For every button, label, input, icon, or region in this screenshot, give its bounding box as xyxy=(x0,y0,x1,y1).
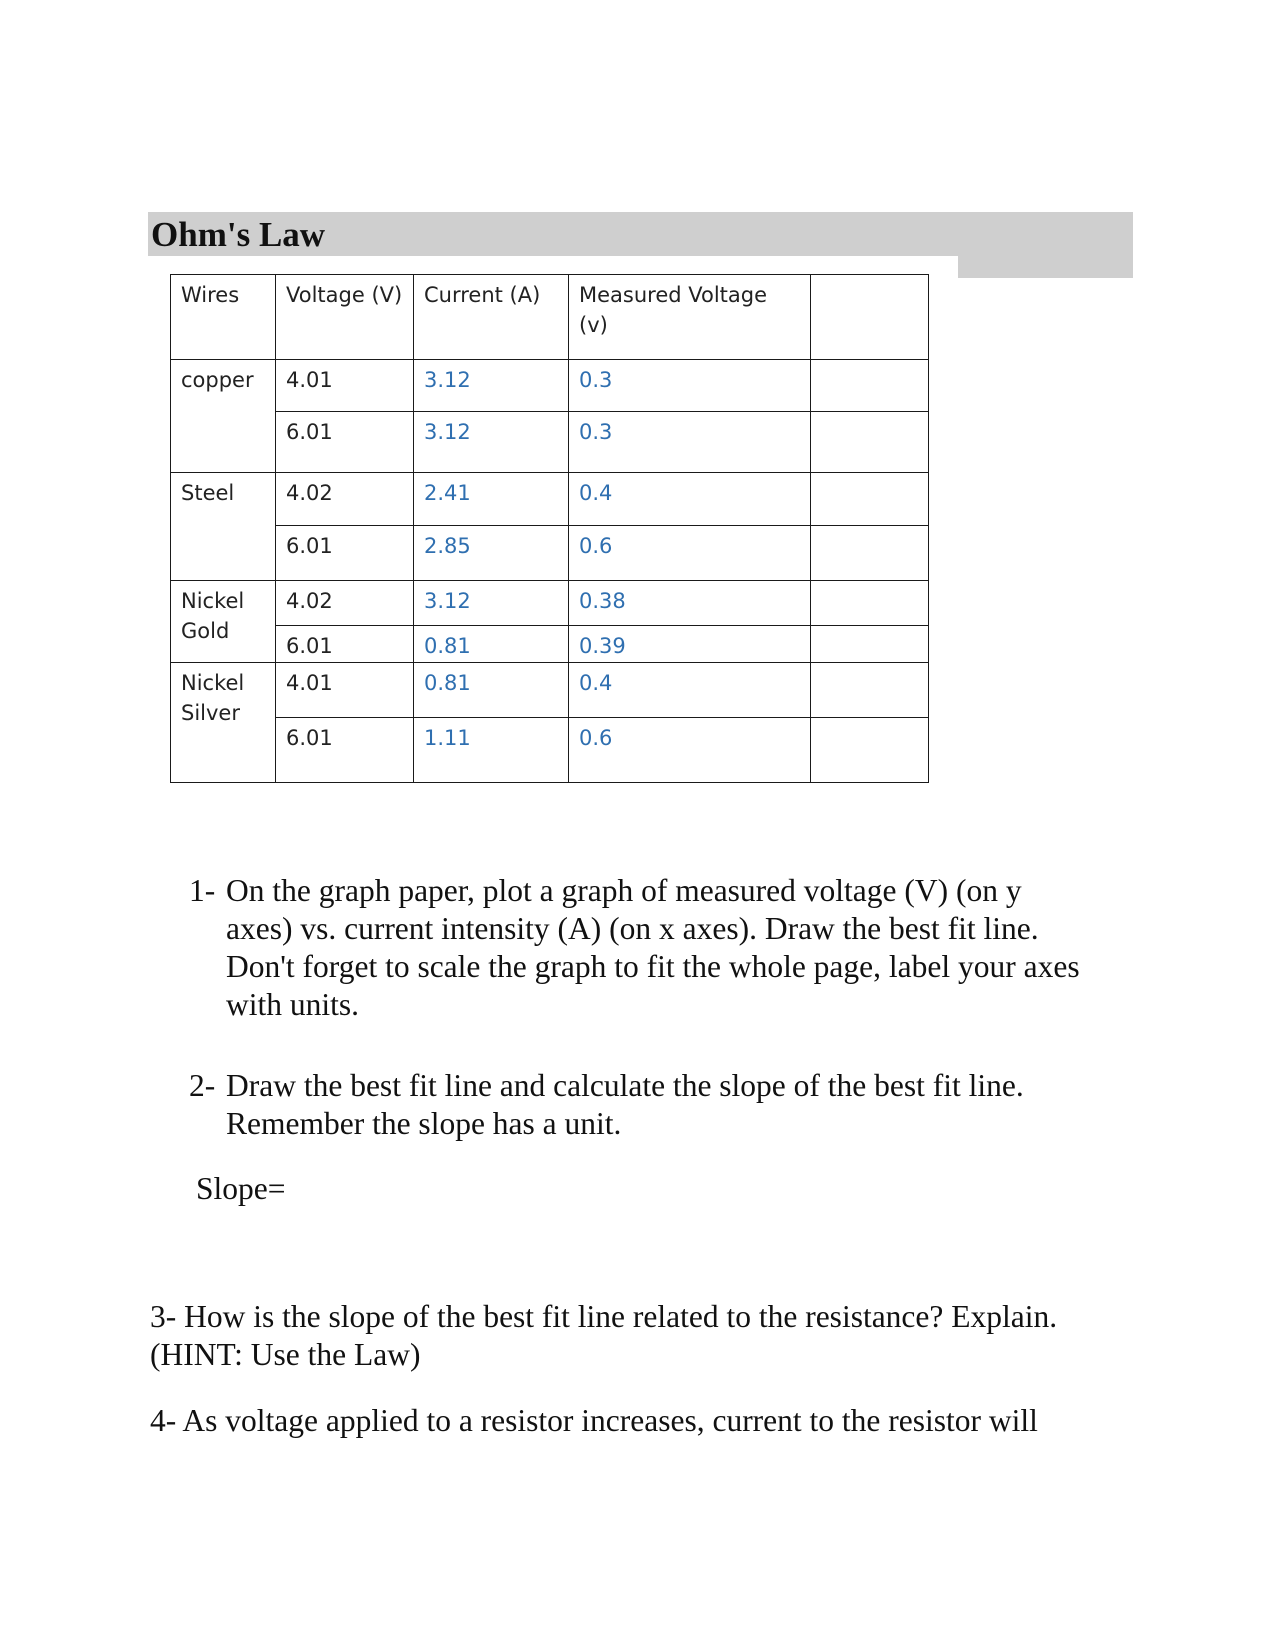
table-header-row xyxy=(171,275,929,360)
table-row xyxy=(171,663,929,718)
wire-cell: Steel xyxy=(171,473,276,581)
wire-cell: Nickel Silver xyxy=(171,663,276,783)
blank-cell xyxy=(811,581,929,626)
title-band-notch xyxy=(958,256,1133,278)
question-4: 4- As voltage applied to a resistor increases, current to the resistor will xyxy=(150,1403,1038,1438)
question-1-text: On the graph paper, plot a graph of measured voltage (V) (on y axes) vs. current intensity (A) (on x axes). Draw the best fit line. Don't forget to scale the graph to fit the whole page, label your axes with units. xyxy=(226,873,1080,1022)
measured-cell: 0.4 xyxy=(569,473,811,526)
voltage-cell: 4.02 xyxy=(276,581,414,626)
voltage-cell: 6.01 xyxy=(276,718,414,783)
blank-cell xyxy=(811,473,929,526)
current-cell: 2.85 xyxy=(414,526,569,581)
header-wires: Wires xyxy=(171,275,276,360)
table-row xyxy=(171,526,929,581)
current-cell: 3.12 xyxy=(414,412,569,473)
slope-label: Slope= xyxy=(196,1171,286,1206)
measured-cell: 0.39 xyxy=(569,626,811,663)
blank-cell xyxy=(811,526,929,581)
blank-cell xyxy=(811,360,929,412)
blank-cell xyxy=(811,412,929,473)
current-cell: 0.81 xyxy=(414,663,569,718)
header-voltage: Voltage (V) xyxy=(276,275,414,360)
current-cell: 2.41 xyxy=(414,473,569,526)
blank-cell xyxy=(811,718,929,783)
table-row xyxy=(171,718,929,783)
header-blank xyxy=(811,275,929,360)
measured-cell: 0.3 xyxy=(569,360,811,412)
voltage-cell: 6.01 xyxy=(276,526,414,581)
wire-cell: Nickel Gold xyxy=(171,581,276,663)
measured-cell: 0.4 xyxy=(569,663,811,718)
page-title: Ohm's Law xyxy=(151,215,326,254)
voltage-cell: 6.01 xyxy=(276,412,414,473)
voltage-cell: 4.01 xyxy=(276,360,414,412)
current-cell: 3.12 xyxy=(414,581,569,626)
current-cell: 1.11 xyxy=(414,718,569,783)
table-row xyxy=(171,581,929,626)
question-2-number: 2- xyxy=(189,1068,216,1103)
table-row xyxy=(171,360,929,412)
voltage-cell: 4.01 xyxy=(276,663,414,718)
question-3: 3- How is the slope of the best fit line related to the resistance? Explain. (HINT: Use the Law) xyxy=(150,1299,1058,1372)
blank-cell xyxy=(811,626,929,663)
table-row xyxy=(171,412,929,473)
measured-cell: 0.6 xyxy=(569,526,811,581)
wire-cell: copper xyxy=(171,360,276,473)
ohms-law-table xyxy=(170,274,929,783)
question-2 xyxy=(189,1067,1089,1143)
header-current: Current (A) xyxy=(414,275,569,360)
question-2-text: Draw the best fit line and calculate the slope of the best fit line. Remember the slope has a unit. xyxy=(226,1068,1024,1141)
voltage-cell: 6.01 xyxy=(276,626,414,663)
table-row xyxy=(171,626,929,663)
measured-cell: 0.6 xyxy=(569,718,811,783)
voltage-cell: 4.02 xyxy=(276,473,414,526)
table-row xyxy=(171,473,929,526)
question-1 xyxy=(189,872,1089,1024)
blank-cell xyxy=(811,663,929,718)
current-cell: 3.12 xyxy=(414,360,569,412)
measured-cell: 0.38 xyxy=(569,581,811,626)
current-cell: 0.81 xyxy=(414,626,569,663)
question-1-number: 1- xyxy=(189,873,216,908)
header-measured-voltage: Measured Voltage (v) xyxy=(569,275,811,360)
measured-cell: 0.3 xyxy=(569,412,811,473)
